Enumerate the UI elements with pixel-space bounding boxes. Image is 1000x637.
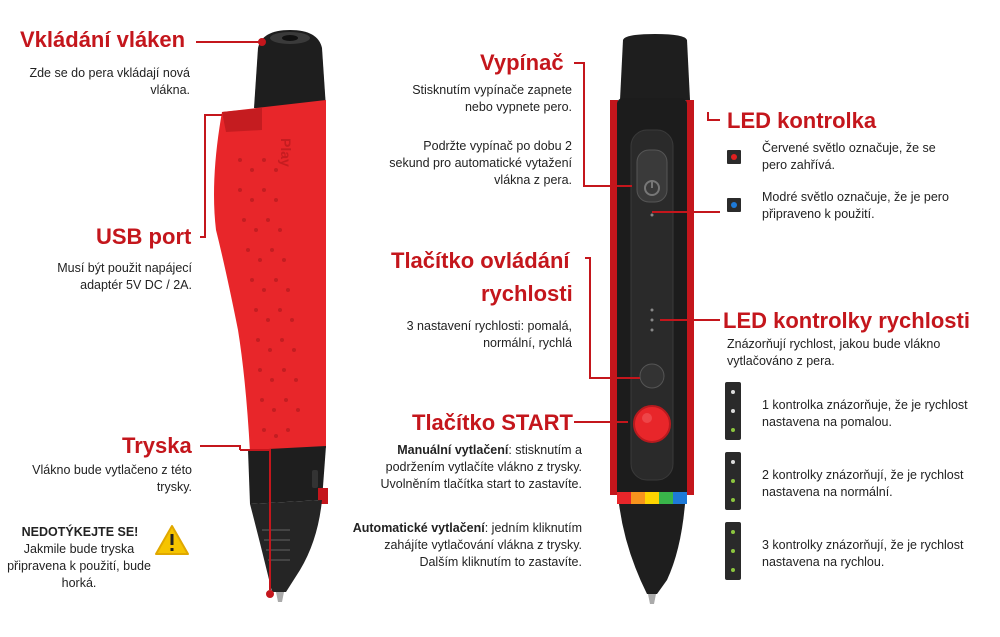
speed-indicator-normal xyxy=(725,452,741,510)
pen-brand-text: Play xyxy=(278,138,294,167)
heading-tlacitko-start: Tlačítko START xyxy=(412,410,573,435)
heading-vkladani-vlaken: Vkládání vláken xyxy=(20,27,186,52)
speed-led-dot xyxy=(731,390,735,394)
heading-tlacitko-rychlosti-1: Tlačítko ovládání xyxy=(391,248,570,273)
heading-led-kontrolka: LED kontrolka xyxy=(727,108,877,133)
desc-led-kontrolky-rychlosti: Znázorňují rychlost, jakou bude vlákno vytlačováno z pera. xyxy=(727,337,941,368)
speed-led-dot xyxy=(731,530,735,534)
desc-start-auto xyxy=(342,520,582,571)
warning-title: NEDOTÝKEJTE SE! xyxy=(21,525,139,539)
desc-speed-normal: 2 kontrolky znázorňují, že je rychlost nastavena na normální. xyxy=(762,468,964,499)
desc-vkladani-vlaken: Zde se do pera vkládají nová vlákna. xyxy=(29,66,190,97)
desc-usb-port: Musí být použit napájecí adaptér 5V DC / 2A. xyxy=(57,261,192,292)
heading-vypinac: Vypínač xyxy=(480,50,564,75)
desc-speed-fast: 3 kontrolky znázorňují, že je rychlost nastavena na rychlou. xyxy=(762,538,964,569)
speed-led-dot xyxy=(731,498,735,502)
heading-tryska: Tryska xyxy=(122,433,192,458)
heading-led-kontrolky-rychlosti: LED kontrolky rychlosti xyxy=(723,308,970,333)
speed-led-dot xyxy=(731,460,735,464)
led-blue-indicator xyxy=(727,198,741,212)
speed-indicator-fast xyxy=(725,522,741,580)
warning-text: Jakmile bude tryska připravena k použití, bude horká. xyxy=(7,542,151,590)
desc-tryska: Vlákno bude vytlačeno z této trysky. xyxy=(32,463,192,494)
desc-vypinac-2: Podržte vypínač po dobu 2 sekund pro automatické vytažení vlákna z pera. xyxy=(389,139,572,187)
desc-speed-slow: 1 kontrolka znázorňuje, že je rychlost nastavena na pomalou. xyxy=(762,398,968,429)
auto-label: Automatické vytlačení xyxy=(352,521,485,535)
heading-usb-port: USB port xyxy=(96,224,192,249)
auto-text: : jedním kliknutím zahájíte vytlačování vlákna z trysky. Dalším kliknutím to zastavíte. xyxy=(384,521,582,569)
desc-tlacitko-rychlosti: 3 nastavení rychlosti: pomalá, normální, rychlá xyxy=(406,319,572,350)
desc-vypinac-1: Stisknutím vypínače zapnete nebo vypnete pero. xyxy=(412,83,572,114)
red-dot xyxy=(731,154,737,160)
desc-led-red: Červené světlo označuje, že se pero zahřívá. xyxy=(762,141,936,172)
warning-icon xyxy=(154,524,190,556)
desc-start-manual xyxy=(342,442,582,493)
led-red-indicator xyxy=(727,150,741,164)
speed-led-dot xyxy=(731,479,735,483)
speed-led-dot xyxy=(731,568,735,572)
manual-text: : stisknutím a podržením vytlačíte vlákno z trysky. Uvolněním tlačítka start to zastavíte. xyxy=(380,443,582,491)
speed-led-dot xyxy=(731,549,735,553)
speed-indicator-slow xyxy=(725,382,741,440)
speed-led-dot xyxy=(731,428,735,432)
heading-tlacitko-rychlosti-2: rychlosti xyxy=(481,281,573,306)
desc-led-blue: Modré světlo označuje, že je pero připraveno k použití. xyxy=(762,190,949,221)
manual-label: Manuální vytlačení xyxy=(397,443,509,457)
speed-led-dot xyxy=(731,409,735,413)
blue-dot xyxy=(731,202,737,208)
